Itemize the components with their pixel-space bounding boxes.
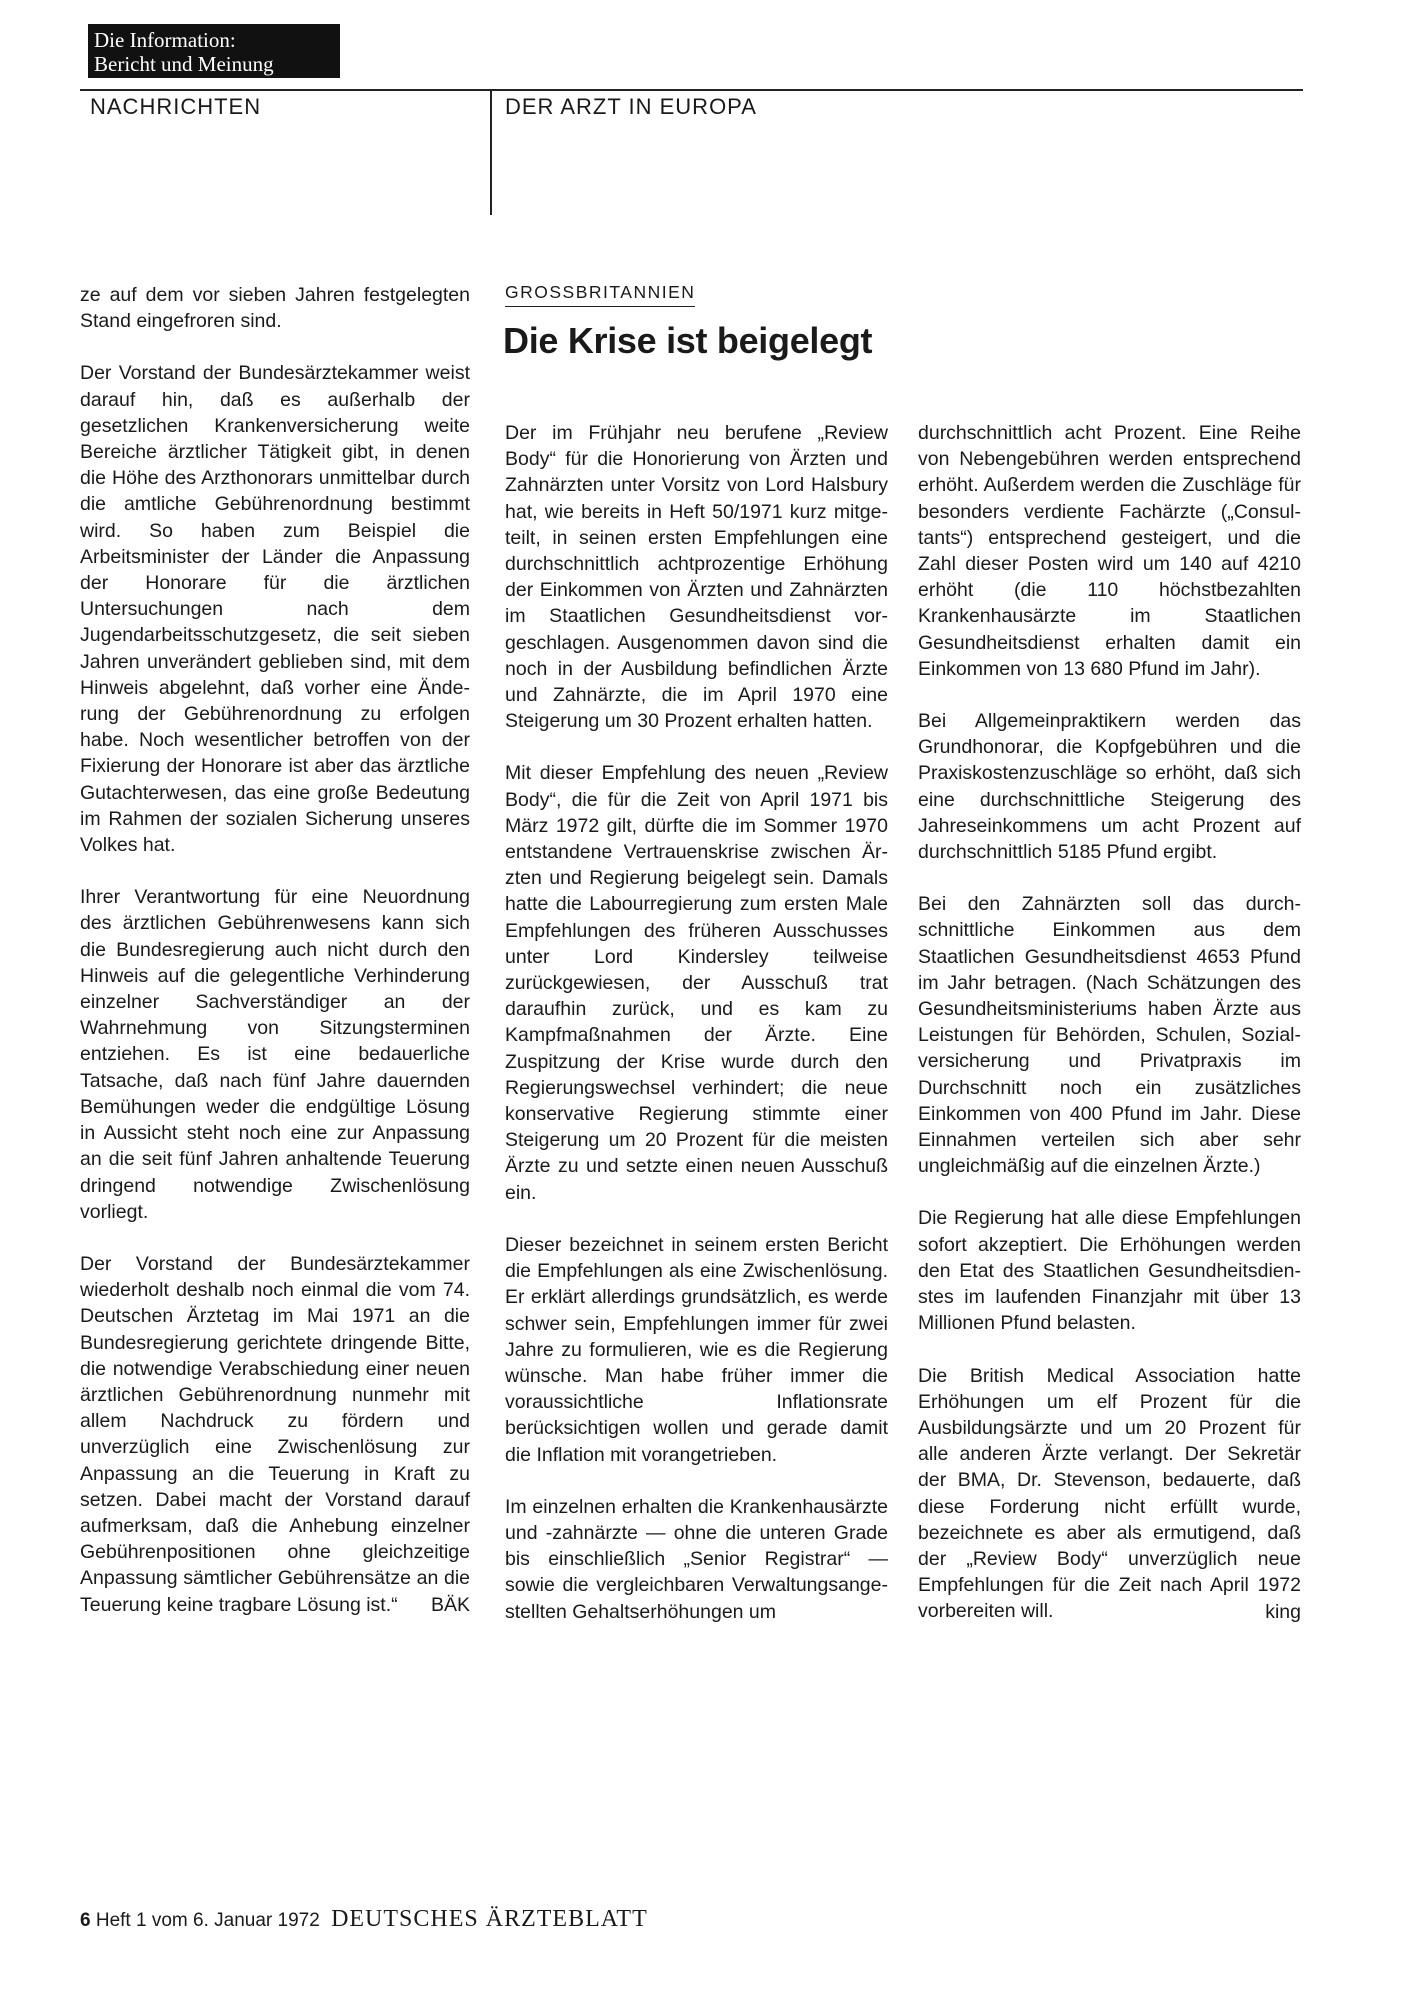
article-paragraph: Der Vorstand der Bundesärztekammer wiederholt deshalb noch einmal die vom 74. Deutschen Ärztetag im Mai 1971 an die Bundesregierung gerichtete dringende Bitte, die notwendige Verabschiedung einer neuen ärztlichen Gebührenordnung nunmehr mit allem Nachdruck zu fördern und unverzüglich eine Zwischenlösung zur Anpassung an die Teuerung in Kraft zu setzen. Dabei macht der Vorstand darauf aufmerksam, daß die Anhebung einzelner Gebührenpositionen ohne gleichzeitige Anpassung sämtlicher Gebührensätze an die Teuerung keine tragbare Lösung ist.“ bbox=[80, 1252, 470, 1616]
page-footer bbox=[80, 1906, 648, 1933]
page-number: 6 bbox=[80, 1910, 91, 1931]
article-paragraph: ze auf dem vor sieben Jahren festgelegten Stand eingefroren sind. bbox=[80, 284, 470, 333]
europe-article-column-2 bbox=[918, 420, 1301, 1625]
article-headline: Die Krise ist beigelegt bbox=[503, 320, 873, 361]
section-heading-europe: DER ARZT IN EUROPA bbox=[505, 94, 757, 119]
article-paragraph: Bei Allgemeinpraktikern werden das Grundhonorar, die Kopfgebühren und die Praxiskostenzuschläge so erhöht, daß sich eine durchschnittliche Steigerung des Jahreseinkommens um acht Prozent auf durchschnittlich 5185 Pfund ergibt. bbox=[918, 710, 1301, 864]
author-signature: BÄK bbox=[430, 1593, 470, 1616]
article-paragraph: Der im Frühjahr neu berufene „Review Body“ für die Honorierung von Ärzten und Zahnärzten unter Vorsitz von Lord Halsbury hat, wie bereits in Heft 50/1971 kurz mitgeteilt, in seinen ersten Empfehlungen eine durchschnittlich achtprozentige Erhöhung der Einkommen von Ärzten und Zahnärzten im Staatlichen Gesundheitsdienst vorgeschlagen. Ausgenommen davon sind die noch in der Ausbildung befindlichen Ärzte und Zahnärzte, die im April 1970 eine Steigerung um 30 Prozent erhalten hatten. bbox=[505, 422, 888, 733]
rubric-line-2: Bericht und Meinung bbox=[94, 52, 274, 76]
section-heading-news: NACHRICHTEN bbox=[90, 94, 262, 119]
article-paragraph: Bei den Zahnärzten soll das durchschnittliche Einkommen aus dem Staatlichen Gesundheitsdienst 4653 Pfund im Jahr betragen. (Nach Schätzungen des Gesundheitsministeriums haben Ärzte aus Leistungen für Behörden, Schulen, Sozialversicherung und Privatpraxis im Durchschnitt noch ein zusätzliches Einkommen von 400 Pfund im Jahr. Diese Einnahmen verteilen sich aber sehr ungleichmäßig auf die einzelnen Ärzte.) bbox=[918, 893, 1301, 1178]
article-paragraph: Die British Medical Association hatte Erhöhungen um elf Prozent für die Ausbildungsärzte und um 20 Prozent für alle anderen Ärzte verlangt. Der Sekretär der BMA, Dr. Stevenson, bedauerte, daß diese Forderung nicht erfüllt wurde, bezeichnete es aber als ermutigend, daß der „Review Body“ unverzüglich neue Empfehlungen für die Zeit nach April 1972 vorbereiten will. bbox=[918, 1364, 1301, 1623]
article-paragraph: durchschnittlich acht Prozent. Eine Reihe von Nebengebühren werden entsprechend erhöht. Außerdem werden die Zuschläge für besonders verdiente Fachärzte („Consultants“) entsprechend gesteigert, und die Zahl dieser Posten wird um 140 auf 4210 erhöht (die 110 höchstbezahlten Krankenhausärzte im Staatlichen Gesundheitsdienst erhalten damit ein Einkommen von 13 680 Pfund im Jahr). bbox=[918, 422, 1301, 680]
author-signature: king bbox=[1265, 1600, 1301, 1623]
section-divider bbox=[490, 89, 492, 215]
journal-title: DEUTSCHES ÄRZTEBLATT bbox=[331, 1906, 648, 1932]
issue-info: Heft 1 vom 6. Januar 1972 bbox=[95, 1910, 320, 1931]
rubric-box bbox=[88, 24, 340, 78]
article-paragraph: Der Vorstand der Bundesärztekammer weist darauf hin, daß es außerhalb der gesetzlichen Krankenversicherung weite Bereiche ärztlicher Tätigkeit gibt, in denen die Höhe des Arzthonorars unmittelbar durch die amtliche Gebührenordnung bestimmt wird. So haben zum Beispiel die Arbeitsminister der Länder die Anpassung der Honorare für die ärztlichen Untersuchungen nach dem Jugendarbeitsschutzgesetz, die seit sieben Jahren unverändert geblieben sind, mit dem Hinweis abgelehnt, daß vorher eine Änderung der Gebührenordnung zu erfolgen habe. Noch wesentlicher betroffen von der Fixierung der Honorare ist aber das ärztliche Gutachterwesen, das eine große Bedeutung im Rahmen der sozialen Sicherung unseres Volkes hat. bbox=[80, 362, 470, 857]
article-paragraph: Die Regierung hat alle diese Empfehlungen sofort akzeptiert. Die Erhöhungen werden den Etat des Staatlichen Gesundheitsdienstes im laufenden Finanzjahr mit über 13 Millionen Pfund belasten. bbox=[918, 1207, 1301, 1335]
news-article-column bbox=[80, 282, 470, 1618]
top-rule-left bbox=[80, 89, 490, 91]
article-paragraph: Im einzelnen erhalten die Krankenhausärzte und -zahnärzte — ohne die unteren Grade bis einschließlich „Senior Registrar“ — sowie die vergleichbaren Verwaltungsangestellten Gehaltserhöhungen um bbox=[505, 1495, 888, 1623]
rubric-line-1: Die Information: bbox=[94, 28, 236, 52]
article-paragraph: Dieser bezeichnet in seinem ersten Bericht die Empfehlungen als eine Zwischenlösung. Er erklärt allerdings grundsätzlich, es werde schwer sein, Empfehlungen immer für zwei Jahre zu formulieren, wie es die Regierung wünsche. Man habe früher immer die voraussichtliche Inflationsrate berücksichtigen wollen und gerade damit die Inflation mit vorangetrieben. bbox=[505, 1233, 888, 1466]
article-kicker: GROSSBRITANNIEN bbox=[505, 282, 695, 307]
top-rule-right bbox=[490, 89, 1303, 91]
article-paragraph: Ihrer Verantwortung für eine Neuordnung des ärztlichen Gebührenwesens kann sich die Bundesregierung auch nicht durch den Hinweis auf die gelegentliche Verhinderung einzelner Sachverständiger an der Wahrnehmung von Sitzungsterminen entziehen. Es ist eine bedauerliche Tatsache, daß nach fünf Jahre dauernden Bemühungen weder die endgültige Lösung in Aussicht steht noch eine zur Anpassung an die seit fünf Jahren anhaltende Teuerung dringend notwendige Zwischenlösung vorliegt. bbox=[80, 886, 470, 1223]
article-paragraph: Mit dieser Empfehlung des neuen „Review Body“, die für die Zeit von April 1971 bis März 1972 gilt, dürfte die im Sommer 1970 entstandene Vertrauenskrise zwischen Ärzten und Regierung beigelegt sein. Damals hatte die Labourregierung zum ersten Male Empfehlungen des früheren Ausschusses unter Lord Kindersley teilweise zurückgewiesen, der Ausschuß trat daraufhin zurück, und es kam zu Kampfmaßnahmen der Ärzte. Eine Zuspitzung der Krise wurde durch den Regierungswechsel verhindert; die neue konservative Regierung stimmte einer Steigerung um 20 Prozent für die meisten Ärzte zu und setzte einen neuen Ausschuß ein. bbox=[505, 762, 888, 1204]
europe-article-column-1 bbox=[505, 420, 888, 1651]
